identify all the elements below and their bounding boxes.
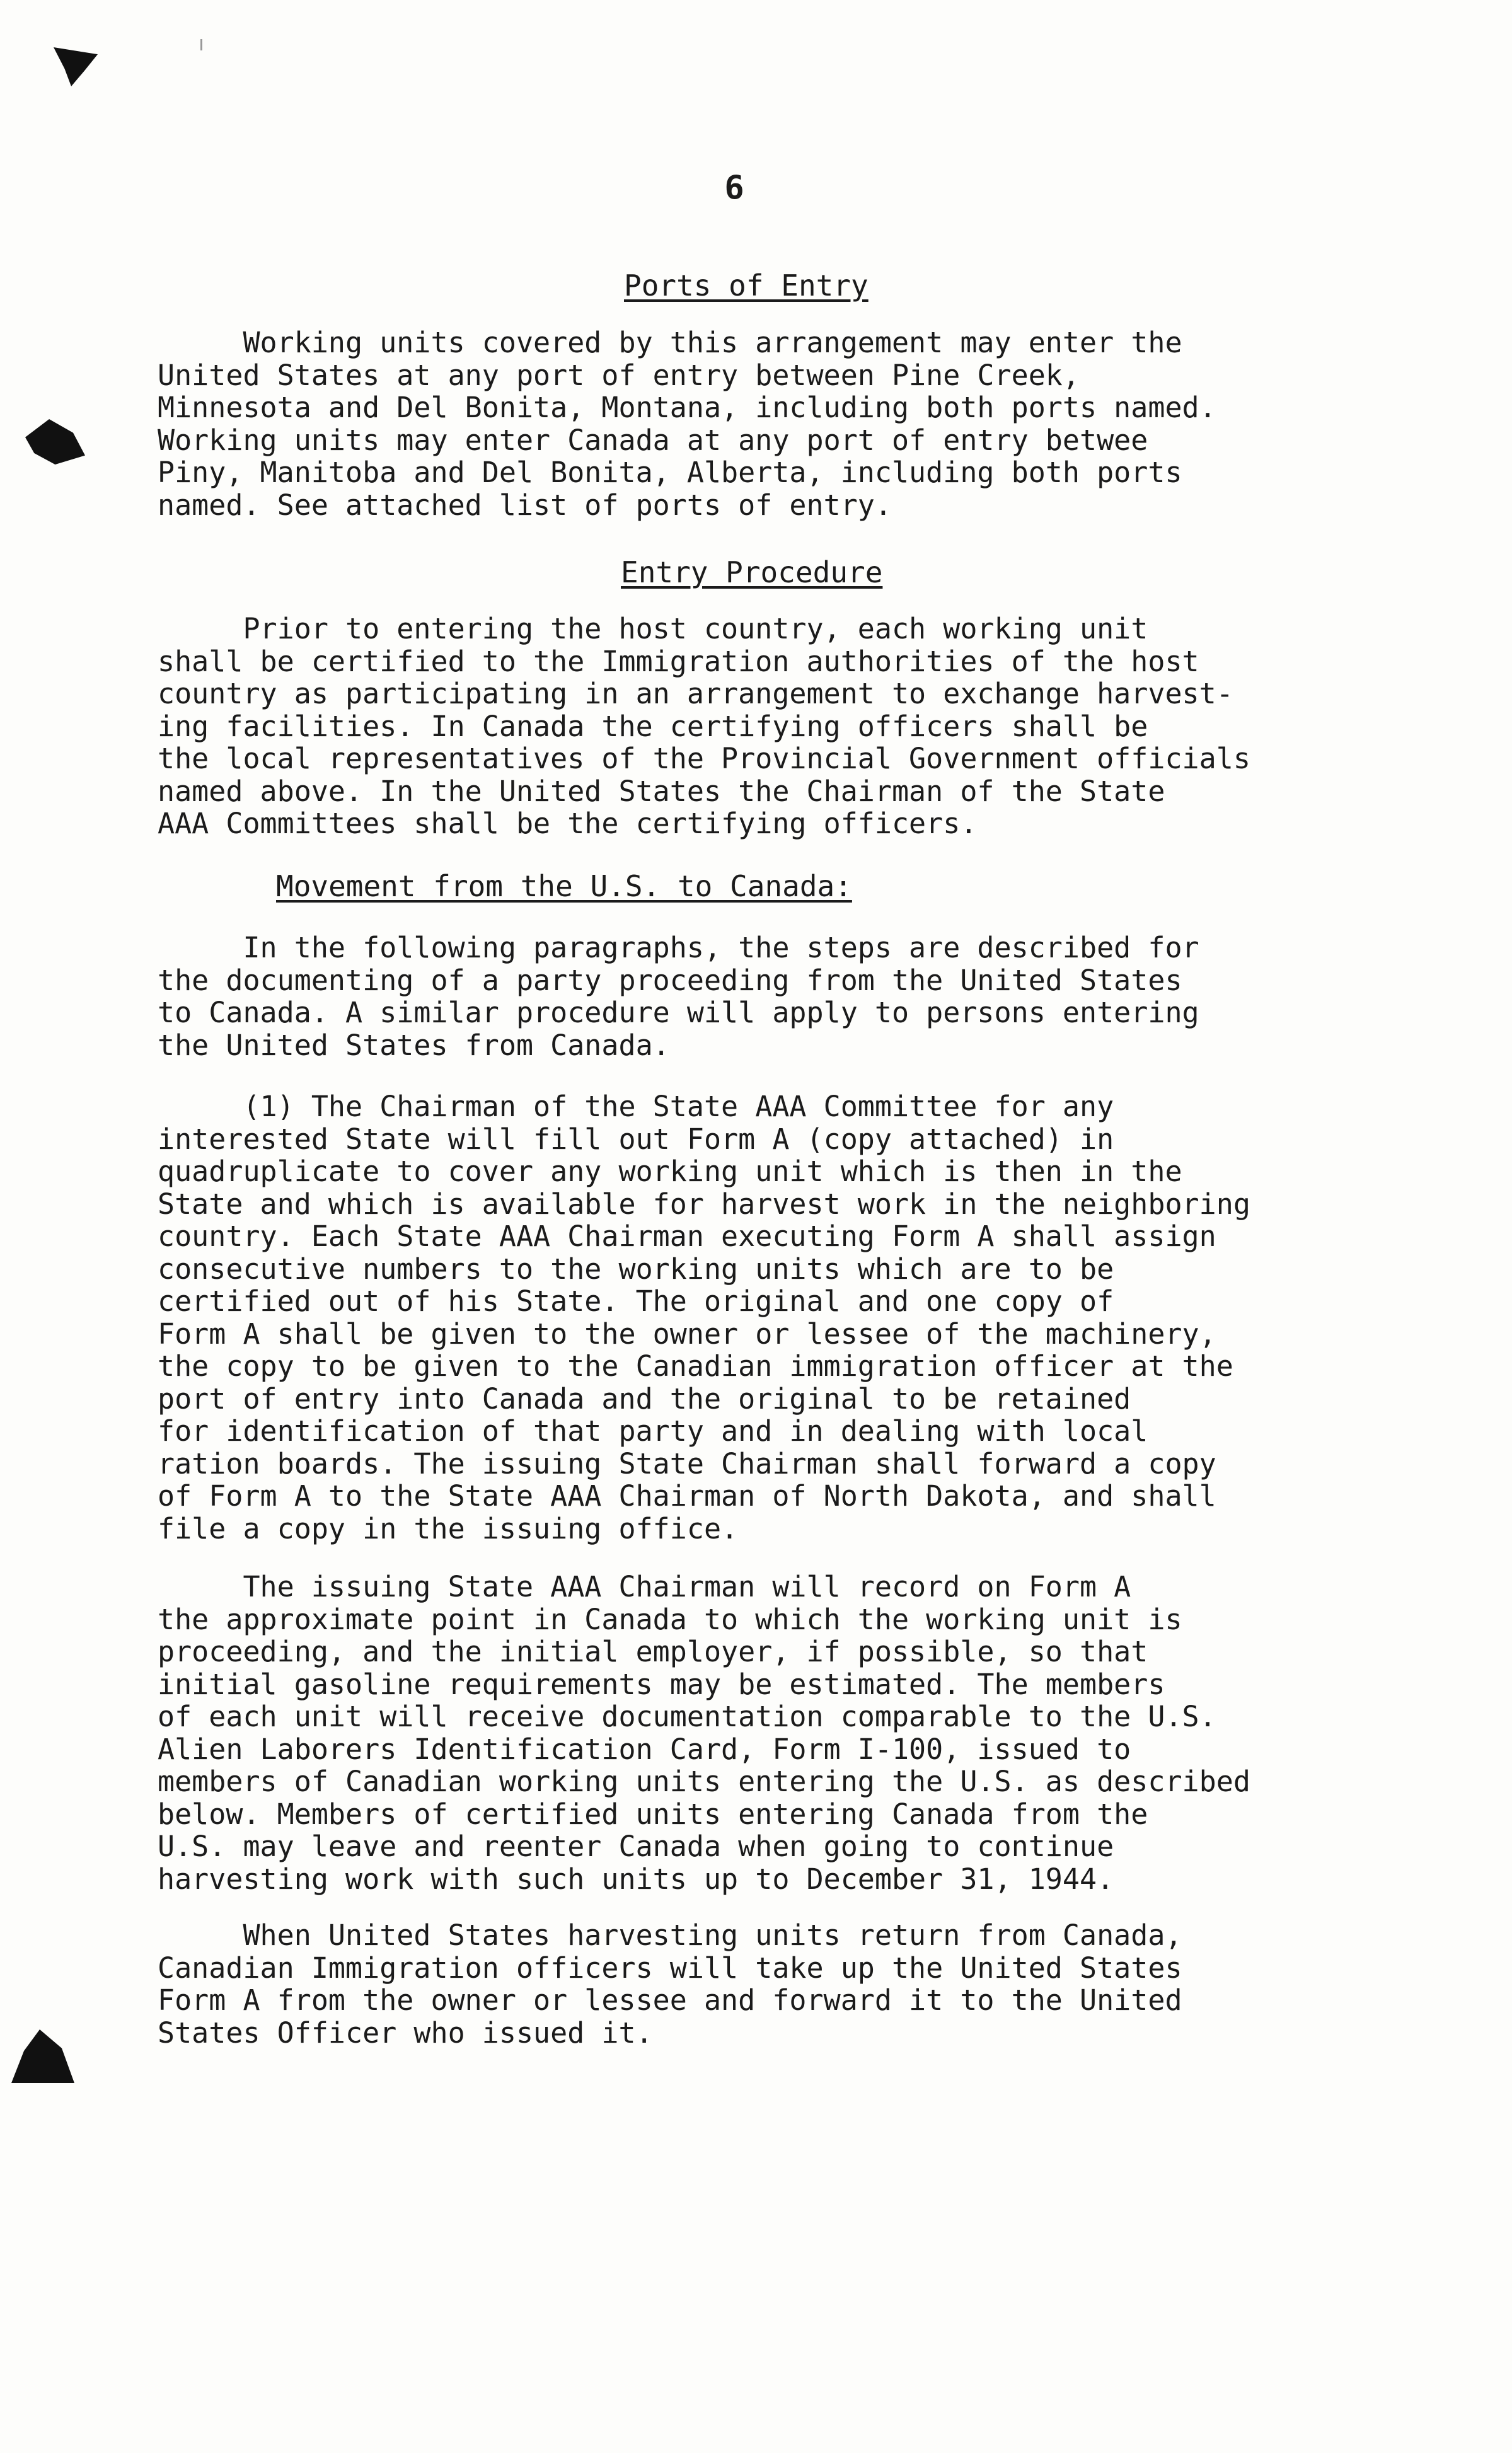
text-line: ing facilities. In Canada the certifying officers shall be [158, 709, 1148, 743]
paragraph [158, 1090, 1399, 1545]
text-line: consecutive numbers to the working units which are to be [158, 1252, 1114, 1286]
text-line: quadruplicate to cover any working unit which is then in the [158, 1155, 1182, 1188]
text-line: States Officer who issued it. [158, 2016, 653, 2050]
text-line: the documenting of a party proceeding from the United States [158, 963, 1182, 997]
text-line: the approximate point in Canada to which the working unit is [158, 1602, 1182, 1636]
text-line: ration boards. The issuing State Chairman shall forward a copy [158, 1446, 1216, 1480]
text-line: of each unit will receive documentation comparable to the U.S. [158, 1700, 1216, 1733]
page-number: 6 [724, 169, 744, 207]
text-line: Piny, Manitoba and Del Bonita, Alberta, including both ports [158, 456, 1182, 489]
text-line: harvesting work with such units up to December 31, 1944. [158, 1862, 1114, 1896]
text-line: Canadian Immigration officers will take up the United States [158, 1951, 1182, 1985]
text-line: AAA Committees shall be the certifying officers. [158, 807, 978, 840]
paragraph [158, 1571, 1399, 1895]
text-line: the United States from Canada. [158, 1028, 670, 1062]
text-line: below. Members of certified units entering Canada from the [158, 1797, 1148, 1831]
text-line: country as participating in an arrangement to exchange harvest- [158, 677, 1233, 710]
text-line: In the following paragraphs, the steps are described for [158, 931, 1199, 964]
paragraph [158, 613, 1399, 840]
punch-hole-mark [54, 47, 98, 86]
text-line: named. See attached list of ports of entry. [158, 488, 892, 522]
text-line: initial gasoline requirements may be estimated. The members [158, 1667, 1165, 1701]
text-line: country. Each State AAA Chairman executing Form A shall assign [158, 1220, 1216, 1253]
text-line: certified out of his State. The original and one copy of [158, 1284, 1114, 1318]
text-line: Prior to entering the host country, each working unit [158, 612, 1148, 645]
heading-ports-of-entry: Ports of Entry [624, 268, 869, 303]
text-line: Working units covered by this arrangement may enter the [158, 326, 1182, 359]
text-line: When United States harvesting units return from Canada, [158, 1919, 1182, 1952]
text-line: named above. In the United States the Chairman of the State [158, 774, 1165, 808]
text-line: Form A from the owner or lessee and forward it to the United [158, 1983, 1182, 2017]
text-line: U.S. may leave and reenter Canada when going to continue [158, 1830, 1114, 1863]
text-line: proceeding, and the initial employer, if possible, so that [158, 1635, 1148, 1668]
text-line: port of entry into Canada and the original to be retained [158, 1382, 1131, 1416]
text-line: Working units may enter Canada at any port of entry betwee [158, 423, 1148, 457]
text-line: for identification of that party and in dealing with local [158, 1414, 1148, 1448]
paragraph [158, 1919, 1399, 2049]
paragraph [158, 932, 1399, 1061]
paragraph [158, 326, 1399, 521]
text-line: (1) The Chairman of the State AAA Committee for any [158, 1090, 1114, 1123]
text-line: of Form A to the State AAA Chairman of North Dakota, and shall [158, 1479, 1216, 1513]
text-line: State and which is available for harvest work in the neighboring [158, 1187, 1250, 1221]
text-line: to Canada. A similar procedure will apply to persons entering [158, 996, 1199, 1029]
text-line: interested State will fill out Form A (copy attached) in [158, 1122, 1114, 1156]
text-line: members of Canadian working units entering the U.S. as described [158, 1765, 1250, 1798]
text-line: the local representatives of the Provincial Government officials [158, 742, 1250, 775]
text-line: Minnesota and Del Bonita, Montana, including both ports named. [158, 391, 1216, 424]
text-line: shall be certified to the Immigration authorities of the host [158, 644, 1199, 678]
heading-movement: Movement from the U.S. to Canada: [276, 869, 852, 903]
text-line: The issuing State AAA Chairman will record on Form A [158, 1570, 1131, 1603]
punch-hole-mark [25, 419, 85, 465]
heading-entry-procedure: Entry Procedure [621, 555, 883, 589]
text-line: file a copy in the issuing office. [158, 1511, 739, 1545]
text-line: the copy to be given to the Canadian immigration officer at the [158, 1349, 1233, 1383]
scan-speck [200, 39, 202, 50]
text-line: Form A shall be given to the owner or lessee of the machinery, [158, 1317, 1216, 1351]
text-line: United States at any port of entry between Pine Creek, [158, 358, 1080, 392]
text-line: Alien Laborers Identification Card, Form I-100, issued to [158, 1732, 1131, 1766]
punch-hole-mark [11, 2029, 74, 2083]
